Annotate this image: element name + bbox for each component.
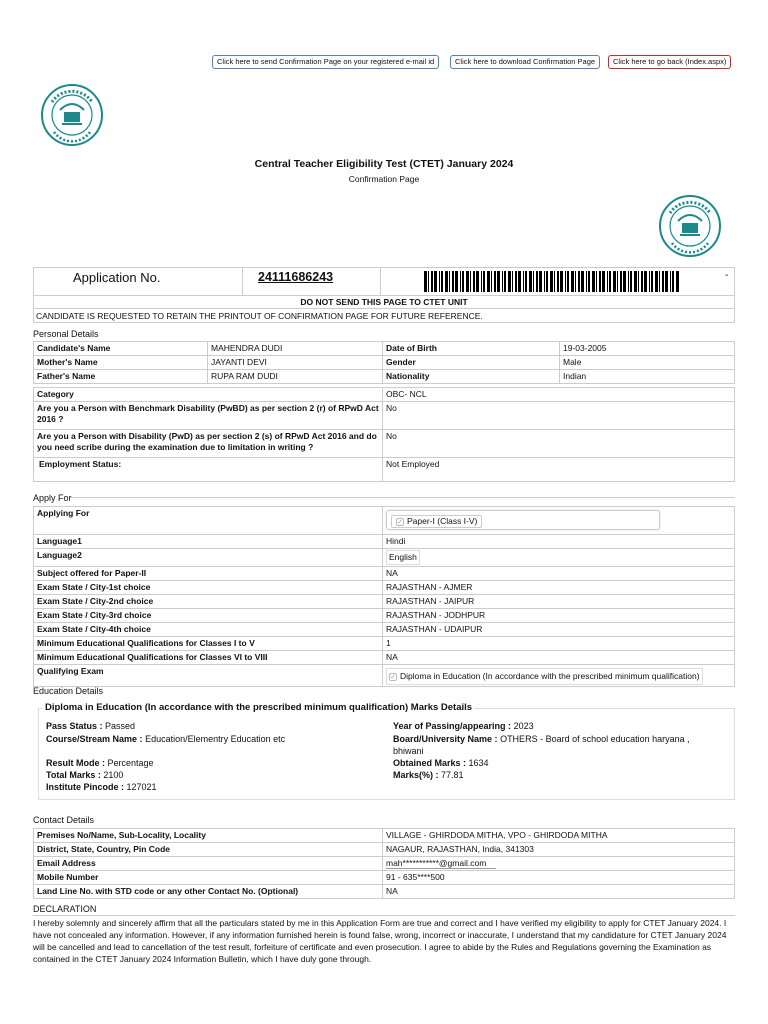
result-mode: Result Mode : Percentage bbox=[46, 758, 154, 768]
contact-details-heading: Contact Details bbox=[33, 815, 95, 825]
min-qual-6-8-value: NA bbox=[383, 651, 735, 665]
marks-details-title: Diploma in Education (In accordance with the prescribed minimum qualification) Marks Details bbox=[45, 702, 473, 713]
pwd-value: No bbox=[383, 430, 735, 458]
qualifying-exam-value: Diploma in Education (In accordance with the prescribed minimum qualification) bbox=[400, 671, 700, 681]
table-row bbox=[34, 623, 735, 637]
cbse-seal-logo-right bbox=[656, 193, 724, 259]
gender-label: Gender bbox=[383, 356, 560, 370]
min-qual-1-5-label: Minimum Educational Qualifications for Classes I to V bbox=[34, 637, 383, 651]
page-subtitle: Confirmation Page bbox=[348, 174, 420, 184]
pwbd-label: Are you a Person with Benchmark Disability (PwBD) as per section 2 (r) of RPwD Act 2016 ? bbox=[34, 402, 383, 430]
premises-value: VILLAGE - GHIRDODA MITHA, VPO - GHIRDODA MITHA bbox=[383, 829, 735, 843]
language1-label: Language1 bbox=[34, 535, 383, 549]
category-value: OBC- NCL bbox=[383, 388, 735, 402]
checkbox-icon: ✓ bbox=[397, 518, 403, 526]
father-name-value: RUPA RAM DUDI bbox=[208, 370, 383, 384]
table-row bbox=[34, 535, 735, 549]
gender-value: Male bbox=[560, 356, 735, 370]
min-qual-1-5-value: 1 bbox=[383, 637, 735, 651]
table-row bbox=[34, 388, 735, 402]
board-name: Board/University Name : OTHERS - Board of school education haryana , bbox=[393, 734, 690, 744]
applying-for-box bbox=[386, 510, 660, 530]
city-choice2-value: RAJASTHAN - JAIPUR bbox=[383, 595, 735, 609]
table-row bbox=[34, 402, 735, 430]
table-row bbox=[34, 843, 735, 857]
total-marks: Total Marks : 2100 bbox=[46, 770, 124, 780]
premises-label: Premises No/Name, Sub-Locality, Locality bbox=[34, 829, 383, 843]
nationality-label: Nationality bbox=[383, 370, 560, 384]
application-no-label: Application No. bbox=[73, 270, 161, 285]
table-row bbox=[34, 595, 735, 609]
table-row bbox=[34, 609, 735, 623]
table-row bbox=[34, 581, 735, 595]
table-row bbox=[34, 651, 735, 665]
retain-note: CANDIDATE IS REQUESTED TO RETAIN THE PRINTOUT OF CONFIRMATION PAGE FOR FUTURE REFERENCE. bbox=[36, 311, 483, 321]
email-label: Email Address bbox=[34, 857, 383, 871]
table-row bbox=[34, 637, 735, 651]
language1-value: Hindi bbox=[383, 535, 735, 549]
category-table bbox=[33, 387, 735, 482]
dob-label: Date of Birth bbox=[383, 342, 560, 356]
district-label: District, State, Country, Pin Code bbox=[34, 843, 383, 857]
table-row bbox=[34, 430, 735, 458]
personal-details-heading: Personal Details bbox=[33, 329, 99, 339]
city-choice1-label: Exam State / City-1st choice bbox=[34, 581, 383, 595]
qualifying-exam-label: Qualifying Exam bbox=[34, 665, 383, 687]
city-choice3-value: RAJASTHAN - JODHPUR bbox=[383, 609, 735, 623]
mother-name-value: JAYANTI DEVI bbox=[208, 356, 383, 370]
table-row bbox=[34, 885, 735, 899]
apply-table bbox=[33, 506, 735, 687]
education-details-heading: Education Details bbox=[33, 686, 104, 696]
year-of-passing: Year of Passing/appearing : 2023 bbox=[393, 721, 534, 731]
table-row bbox=[34, 829, 735, 843]
pass-status: Pass Status : Passed bbox=[46, 721, 136, 731]
city-choice3-label: Exam State / City-3rd choice bbox=[34, 609, 383, 623]
language2-label: Language2 bbox=[34, 549, 383, 567]
declaration-text: I hereby solemnly and sincerely affirm that all the particulars stated by me in this Application Form are true and correct and I have verified my eligibility to apply for CTET January 2024. I have not concealed any information. However, if any information furnished herein is found false, wrong, incorrect or inaccurate, I understand that my candidature for CTET January 2024 will be cancelled and lead to cancellation of the test result, forfeiture of certificate and even prosecution. I agree to abide by the Rules and Regulations governing the Examination as contained in the CTET January 2024 Information Bulletin, which I have duly gone through. bbox=[33, 918, 727, 964]
email-value: mah***********@gmail.com bbox=[386, 858, 496, 869]
board-name-line2: bhiwani bbox=[393, 746, 424, 756]
subject-paper2-value: NA bbox=[383, 567, 735, 581]
subject-paper2-label: Subject offered for Paper-II bbox=[34, 567, 383, 581]
city-choice4-label: Exam State / City-4th choice bbox=[34, 623, 383, 637]
table-row bbox=[34, 356, 735, 370]
table-row bbox=[34, 342, 735, 356]
table-row bbox=[34, 857, 735, 871]
mobile-label: Mobile Number bbox=[34, 871, 383, 885]
candidate-name-value: MAHENDRA DUDI bbox=[208, 342, 383, 356]
mobile-value: 91 - 635****500 bbox=[383, 871, 735, 885]
applying-for-value: Paper-I (Class I-V) bbox=[407, 516, 478, 526]
table-row bbox=[34, 370, 735, 384]
city-choice2-label: Exam State / City-2nd choice bbox=[34, 595, 383, 609]
table-row bbox=[34, 549, 735, 567]
landline-value: NA bbox=[383, 885, 735, 899]
landline-label: Land Line No. with STD code or any other Contact No. (Optional) bbox=[34, 885, 383, 899]
table-row bbox=[34, 458, 735, 482]
candidate-name-label: Candidate's Name bbox=[34, 342, 208, 356]
go-back-button[interactable]: Click here to go back (Index.aspx) bbox=[608, 55, 731, 69]
checkbox-icon: ✓ bbox=[390, 673, 396, 681]
employment-label: Employment Status: bbox=[34, 458, 383, 482]
city-choice4-value: RAJASTHAN - UDAIPUR bbox=[383, 623, 735, 637]
table-row bbox=[34, 665, 735, 687]
course-name: Course/Stream Name : Education/Elementry Education etc bbox=[46, 734, 286, 744]
district-value: NAGAUR, RAJASTHAN, India, 341303 bbox=[383, 843, 735, 857]
pwd-label: Are you a Person with Disability (PwD) as per section 2 (s) of RPwD Act 2016 and do you need scribe during the examination due to limitation in writing ? bbox=[34, 430, 383, 458]
pwbd-value: No bbox=[383, 402, 735, 430]
barcode bbox=[424, 271, 682, 292]
email-confirmation-button[interactable]: Click here to send Confirmation Page on your registered e-mail id bbox=[212, 55, 439, 69]
nationality-value: Indian bbox=[560, 370, 735, 384]
page-title: Central Teacher Eligibility Test (CTET) January 2024 bbox=[254, 158, 514, 170]
father-name-label: Father's Name bbox=[34, 370, 208, 384]
institute-pincode: Institute Pincode : 127021 bbox=[46, 782, 157, 792]
category-label: Category bbox=[34, 388, 383, 402]
apply-for-heading: Apply For bbox=[33, 493, 72, 503]
min-qual-6-8-label: Minimum Educational Qualifications for Classes VI to VIII bbox=[34, 651, 383, 665]
download-confirmation-button[interactable]: Click here to download Confirmation Page bbox=[450, 55, 600, 69]
applying-for-label: Applying For bbox=[34, 507, 383, 535]
declaration-heading: DECLARATION bbox=[33, 904, 97, 914]
marks-percent: Marks(%) : 77.81 bbox=[393, 770, 464, 780]
table-row bbox=[34, 871, 735, 885]
barcode-suffix: - bbox=[725, 270, 729, 281]
language2-value: English bbox=[386, 550, 420, 565]
mother-name-label: Mother's Name bbox=[34, 356, 208, 370]
city-choice1-value: RAJASTHAN - AJMER bbox=[383, 581, 735, 595]
dob-value: 19-03-2005 bbox=[560, 342, 735, 356]
table-row bbox=[34, 507, 735, 535]
obtained-marks: Obtained Marks : 1634 bbox=[393, 758, 489, 768]
personal-table bbox=[33, 341, 735, 384]
application-number: 24111686243 bbox=[258, 270, 334, 284]
cbse-seal-logo bbox=[38, 82, 106, 148]
employment-value: Not Employed bbox=[383, 458, 735, 482]
table-row bbox=[34, 567, 735, 581]
contact-table bbox=[33, 828, 735, 899]
warning-text: DO NOT SEND THIS PAGE TO CTET UNIT bbox=[300, 297, 468, 307]
